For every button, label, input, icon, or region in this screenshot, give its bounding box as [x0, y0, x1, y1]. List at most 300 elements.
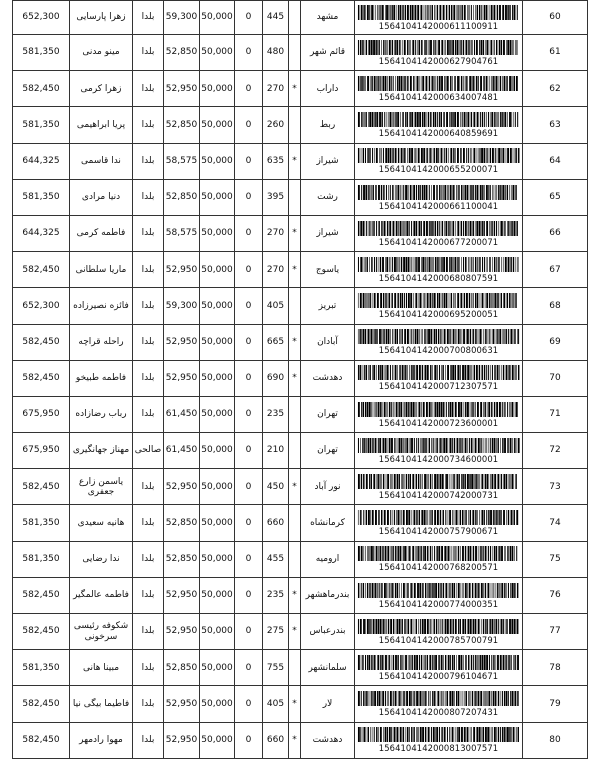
barcode-bar: [443, 402, 444, 417]
barcode-bar: [441, 546, 443, 561]
barcode-bar: [393, 655, 394, 670]
barcode-cell: [355, 541, 523, 577]
barcode-bar: [462, 365, 464, 380]
barcode-bar: [368, 221, 369, 236]
barcode-bar: [483, 402, 484, 417]
barcode-bar: [405, 655, 407, 670]
barcode-bar: [404, 221, 405, 236]
barcode-bar: [400, 293, 401, 308]
barcode-bar: [438, 583, 439, 598]
barcode-bar: [499, 329, 501, 344]
barcode-bar: [385, 691, 386, 706]
barcode-bar: [401, 474, 402, 489]
row-number-cell: 65: [523, 179, 588, 215]
barcode-bar: [486, 5, 487, 20]
barcode-bar: [443, 691, 444, 706]
barcode-bar: [486, 257, 487, 272]
barcode-bar: [458, 655, 460, 670]
barcode-bar: [487, 257, 488, 272]
barcode-bar: [452, 40, 454, 55]
tracking-code: 1564104142000796104671: [378, 670, 499, 681]
barcode-bar: [365, 583, 366, 598]
barcode-bar: [477, 5, 478, 20]
barcode-bar: [453, 5, 455, 20]
barcode-image: [357, 257, 520, 272]
city-cell: آبادان: [301, 324, 355, 360]
barcode-bar: [476, 221, 478, 236]
barcode-bar: [368, 40, 370, 55]
barcode-bar: [489, 257, 490, 272]
barcode-bar: [479, 5, 480, 20]
barcode-bar: [512, 40, 513, 55]
table-row: [13, 215, 588, 251]
barcode-bar: [378, 365, 379, 380]
barcode-bar: [452, 619, 453, 634]
barcode-bar: [486, 329, 487, 344]
fee-cell: 52,950: [164, 469, 200, 505]
barcode-bar: [513, 727, 514, 742]
barcode-bar: [403, 546, 404, 561]
barcode-bar: [425, 727, 426, 742]
barcode-bar: [484, 365, 485, 380]
barcode-bar: [409, 727, 410, 742]
total-cell: 582,450: [13, 71, 70, 107]
extra-cell: 0: [235, 722, 263, 758]
barcode-bar: [371, 257, 372, 272]
barcode-bar: [373, 474, 375, 489]
barcode-bar: [385, 148, 387, 163]
barcode-bar: [507, 402, 508, 417]
barcode-bar: [491, 112, 493, 127]
barcode-bar: [378, 438, 379, 453]
barcode-bar: [410, 293, 412, 308]
barcode-cell: [355, 35, 523, 71]
barcode-bar: [404, 365, 405, 380]
barcode-bar: [449, 691, 451, 706]
barcode-bar: [491, 40, 492, 55]
barcode-bar: [433, 402, 434, 417]
barcode-bar: [477, 257, 478, 272]
barcode-bar: [396, 510, 397, 525]
barcode-bar: [411, 148, 413, 163]
barcode-bar: [505, 655, 506, 670]
extra-cell: 0: [235, 215, 263, 251]
barcode-bar: [475, 402, 476, 417]
barcode-bar: [386, 5, 388, 20]
tracking-code: 1564104142000768200571: [378, 562, 499, 573]
barcode-bar: [432, 546, 433, 561]
recipient-name-cell: مهوا رادمهر: [70, 722, 133, 758]
barcode-bar: [380, 619, 382, 634]
barcode-bar: [419, 293, 420, 308]
barcode-bar: [440, 510, 441, 525]
barcode-bar: [448, 655, 450, 670]
barcode-bar: [457, 293, 459, 308]
barcode-bar: [466, 76, 467, 91]
barcode-bar: [428, 112, 429, 127]
barcode-bar: [406, 402, 408, 417]
barcode-bar: [419, 76, 420, 91]
barcode-bar: [415, 112, 417, 127]
barcode-bar: [475, 185, 476, 200]
barcode-bar: [470, 148, 471, 163]
barcode-bar: [437, 221, 438, 236]
barcode-bar: [358, 474, 360, 489]
recipient-name-cell: فائزه نصیرزاده: [70, 288, 133, 324]
barcode-bar: [511, 185, 512, 200]
barcode-bar: [368, 185, 369, 200]
barcode-bar: [494, 365, 495, 380]
barcode-bar: [406, 691, 408, 706]
barcode-bar: [504, 112, 506, 127]
barcode-bar: [403, 257, 405, 272]
barcode-bar: [480, 148, 481, 163]
barcode-bar: [434, 619, 435, 634]
barcode-image: [357, 546, 520, 561]
barcode-bar: [464, 293, 465, 308]
barcode-bar: [451, 112, 452, 127]
extra-cell: 0: [235, 324, 263, 360]
barcode-bar: [439, 5, 441, 20]
barcode-bar: [500, 76, 501, 91]
barcode-bar: [449, 583, 450, 598]
barcode-bar: [407, 546, 408, 561]
barcode-bar: [380, 727, 382, 742]
barcode-bar: [403, 583, 405, 598]
barcode-bar: [517, 691, 518, 706]
barcode-bar: [431, 510, 432, 525]
barcode-bar: [488, 76, 489, 91]
barcode-bar: [434, 474, 436, 489]
barcode-bar: [481, 546, 482, 561]
barcode-bar: [363, 221, 365, 236]
barcode-bar: [453, 221, 454, 236]
weight-cell: 755: [263, 650, 289, 686]
barcode-bar: [460, 40, 461, 55]
barcode-bar: [449, 40, 450, 55]
barcode-bar: [496, 40, 497, 55]
barcode-bar: [420, 619, 421, 634]
extra-cell: 0: [235, 71, 263, 107]
barcode-bar: [507, 112, 508, 127]
barcode-bar: [378, 474, 379, 489]
barcode-bar: [449, 257, 450, 272]
barcode-bar: [445, 510, 446, 525]
barcode-bar: [408, 402, 409, 417]
barcode-bar: [492, 619, 493, 634]
barcode-bar: [444, 293, 446, 308]
barcode-bar: [482, 510, 483, 525]
barcode-bar: [514, 655, 515, 670]
barcode-bar: [450, 655, 451, 670]
barcode-bar: [392, 474, 393, 489]
barcode-bar: [394, 293, 396, 308]
barcode-bar: [410, 474, 411, 489]
barcode-bar: [473, 619, 474, 634]
barcode-bar: [457, 221, 459, 236]
barcode-bar: [440, 619, 441, 634]
barcode-bar: [509, 474, 510, 489]
barcode-bar: [422, 727, 424, 742]
barcode-bar: [417, 583, 419, 598]
barcode-bar: [382, 655, 383, 670]
barcode-bar: [470, 329, 471, 344]
barcode-bar: [484, 510, 485, 525]
barcode-bar: [477, 148, 478, 163]
type-cell: بلدا: [133, 143, 164, 179]
row-number-cell: 72: [523, 433, 588, 469]
barcode-bar: [516, 510, 518, 525]
weight-cell: 405: [263, 686, 289, 722]
barcode-bar: [517, 257, 518, 272]
barcode-bar: [492, 148, 494, 163]
barcode-bar: [360, 293, 362, 308]
barcode-bar: [460, 402, 462, 417]
barcode-bar: [424, 293, 425, 308]
barcode-bar: [483, 619, 484, 634]
barcode-bar: [390, 474, 391, 489]
barcode-bar: [503, 474, 505, 489]
barcode-bar: [483, 40, 484, 55]
type-cell: بلدا: [133, 71, 164, 107]
barcode-bar: [452, 510, 453, 525]
barcode-bar: [475, 510, 476, 525]
barcode-bar: [480, 546, 481, 561]
barcode-bar: [480, 691, 482, 706]
barcode-bar: [399, 329, 400, 344]
barcode-bar: [494, 40, 495, 55]
barcode-bar: [416, 510, 417, 525]
barcode-bar: [433, 40, 434, 55]
barcode-cell: [355, 614, 523, 650]
barcode-bar: [479, 40, 480, 55]
barcode-bar: [404, 76, 405, 91]
barcode-bar: [425, 257, 426, 272]
barcode-bar: [427, 365, 429, 380]
type-cell: بلدا: [133, 469, 164, 505]
barcode-bar: [398, 438, 399, 453]
barcode-cell: [355, 722, 523, 758]
extra-cell: 0: [235, 288, 263, 324]
barcode-bar: [405, 112, 406, 127]
barcode-bar: [496, 221, 497, 236]
barcode-bar: [394, 510, 395, 525]
barcode-bar: [436, 402, 438, 417]
type-cell: بلدا: [133, 288, 164, 324]
barcode-bar: [383, 76, 384, 91]
total-cell: 675,950: [13, 396, 70, 432]
barcode-bar: [365, 293, 366, 308]
base-fee-cell: 50,000: [200, 252, 235, 288]
tracking-code: 1564104142000700800631: [378, 345, 499, 356]
barcode-bar: [431, 402, 432, 417]
barcode-bar: [363, 293, 365, 308]
barcode-bar: [367, 546, 368, 561]
barcode-bar: [374, 583, 375, 598]
barcode-bar: [424, 474, 426, 489]
barcode-bar: [462, 546, 464, 561]
barcode-bar: [455, 546, 456, 561]
fee-cell: 58,575: [164, 143, 200, 179]
barcode-bar: [493, 510, 494, 525]
barcode-bar: [465, 402, 466, 417]
total-cell: 652,300: [13, 1, 70, 35]
barcode-bar: [393, 619, 394, 634]
barcode-bar: [446, 148, 447, 163]
barcode-bar: [493, 329, 495, 344]
barcode-bar: [372, 510, 374, 525]
barcode-bar: [383, 185, 384, 200]
barcode-bar: [408, 293, 410, 308]
barcode-bar: [362, 76, 363, 91]
barcode-bar: [448, 438, 449, 453]
barcode-bar: [473, 293, 474, 308]
weight-cell: 660: [263, 722, 289, 758]
barcode-bar: [358, 40, 359, 55]
type-cell: بلدا: [133, 360, 164, 396]
barcode-bar: [377, 293, 379, 308]
barcode-bar: [455, 221, 456, 236]
barcode-bar: [426, 185, 428, 200]
barcode-bar: [471, 727, 472, 742]
table-row: [13, 107, 588, 143]
barcode-bar: [433, 257, 434, 272]
barcode-bar: [454, 546, 455, 561]
barcode-bar: [366, 221, 367, 236]
barcode-bar: [420, 438, 421, 453]
barcode-bar: [509, 76, 511, 91]
barcode-bar: [360, 221, 362, 236]
barcode-bar: [458, 510, 459, 525]
barcode-bar: [488, 402, 490, 417]
barcode-bar: [383, 148, 384, 163]
barcode-bar: [507, 185, 508, 200]
barcode-bar: [363, 257, 364, 272]
barcode-bar: [502, 148, 504, 163]
barcode-bar: [435, 402, 436, 417]
barcode-bar: [472, 510, 474, 525]
barcode-bar: [473, 185, 474, 200]
barcode-bar: [397, 293, 398, 308]
barcode-bar: [453, 474, 454, 489]
barcode-bar: [473, 546, 474, 561]
barcode-bar: [481, 655, 483, 670]
barcode-bar: [414, 655, 416, 670]
barcode-bar: [428, 5, 429, 20]
barcode-image: [357, 655, 520, 670]
barcode-bar: [424, 329, 425, 344]
barcode-bar: [419, 40, 420, 55]
barcode-bar: [438, 474, 439, 489]
tracking-code: 1564104142000734600001: [378, 453, 499, 464]
barcode-bar: [447, 76, 449, 91]
barcode-bar: [407, 583, 408, 598]
barcode-bar: [507, 293, 508, 308]
barcode-bar: [507, 148, 509, 163]
barcode-bar: [450, 365, 451, 380]
barcode-bar: [422, 257, 424, 272]
barcode-bar: [498, 112, 499, 127]
barcode-bar: [376, 112, 378, 127]
barcode-cell: [355, 179, 523, 215]
barcode-bar: [480, 76, 482, 91]
barcode-bar: [437, 257, 438, 272]
base-fee-cell: 50,000: [200, 614, 235, 650]
barcode-bar: [366, 727, 367, 742]
barcode-bar: [420, 221, 421, 236]
barcode-bar: [405, 148, 406, 163]
barcode-bar: [461, 257, 462, 272]
barcode-bar: [411, 583, 412, 598]
barcode-bar: [516, 727, 517, 742]
barcode-bar: [437, 5, 438, 20]
barcode-bar: [475, 655, 476, 670]
weight-cell: 270: [263, 252, 289, 288]
barcode-bar: [471, 365, 472, 380]
barcode-bar: [452, 221, 453, 236]
barcode-bar: [499, 40, 500, 55]
barcode-bar: [475, 619, 477, 634]
barcode-bar: [445, 365, 446, 380]
barcode-bar: [368, 365, 369, 380]
barcode-bar: [401, 257, 402, 272]
barcode-bar: [512, 185, 513, 200]
barcode-bar: [360, 40, 361, 55]
barcode-bar: [488, 691, 490, 706]
barcode-bar: [419, 510, 420, 525]
barcode-bar: [464, 185, 465, 200]
barcode-bar: [378, 257, 379, 272]
barcode-bar: [484, 257, 485, 272]
barcode-bar: [448, 221, 449, 236]
barcode-bar: [367, 691, 368, 706]
barcode-bar: [416, 438, 417, 453]
barcode-bar: [455, 257, 457, 272]
barcode-bar: [461, 691, 462, 706]
barcode-bar: [501, 474, 502, 489]
star-mark-cell: *: [289, 722, 301, 758]
row-number-cell: 66: [523, 215, 588, 251]
table-row: [13, 324, 588, 360]
city-cell: تبریز: [301, 288, 355, 324]
barcode-bar: [487, 691, 488, 706]
barcode-bar: [496, 257, 497, 272]
barcode-bar: [401, 619, 402, 634]
table-row: [13, 469, 588, 505]
barcode-bar: [488, 185, 489, 200]
barcode-bar: [471, 257, 472, 272]
barcode-bar: [442, 474, 444, 489]
barcode-bar: [467, 438, 468, 453]
barcode-bar: [487, 40, 488, 55]
fee-cell: 52,850: [164, 505, 200, 541]
barcode-bar: [427, 148, 428, 163]
extra-cell: 0: [235, 107, 263, 143]
barcode-bar: [500, 655, 502, 670]
barcode-cell: [355, 686, 523, 722]
barcode-bar: [490, 76, 491, 91]
barcode-bar: [368, 655, 370, 670]
barcode-bar: [496, 583, 497, 598]
barcode-bar: [430, 583, 431, 598]
barcode-bar: [369, 402, 371, 417]
barcode-bar: [511, 402, 512, 417]
barcode-bar: [381, 221, 382, 236]
barcode-bar: [416, 221, 417, 236]
barcode-bar: [440, 329, 441, 344]
barcode-bar: [371, 185, 372, 200]
barcode-bar: [471, 5, 472, 20]
